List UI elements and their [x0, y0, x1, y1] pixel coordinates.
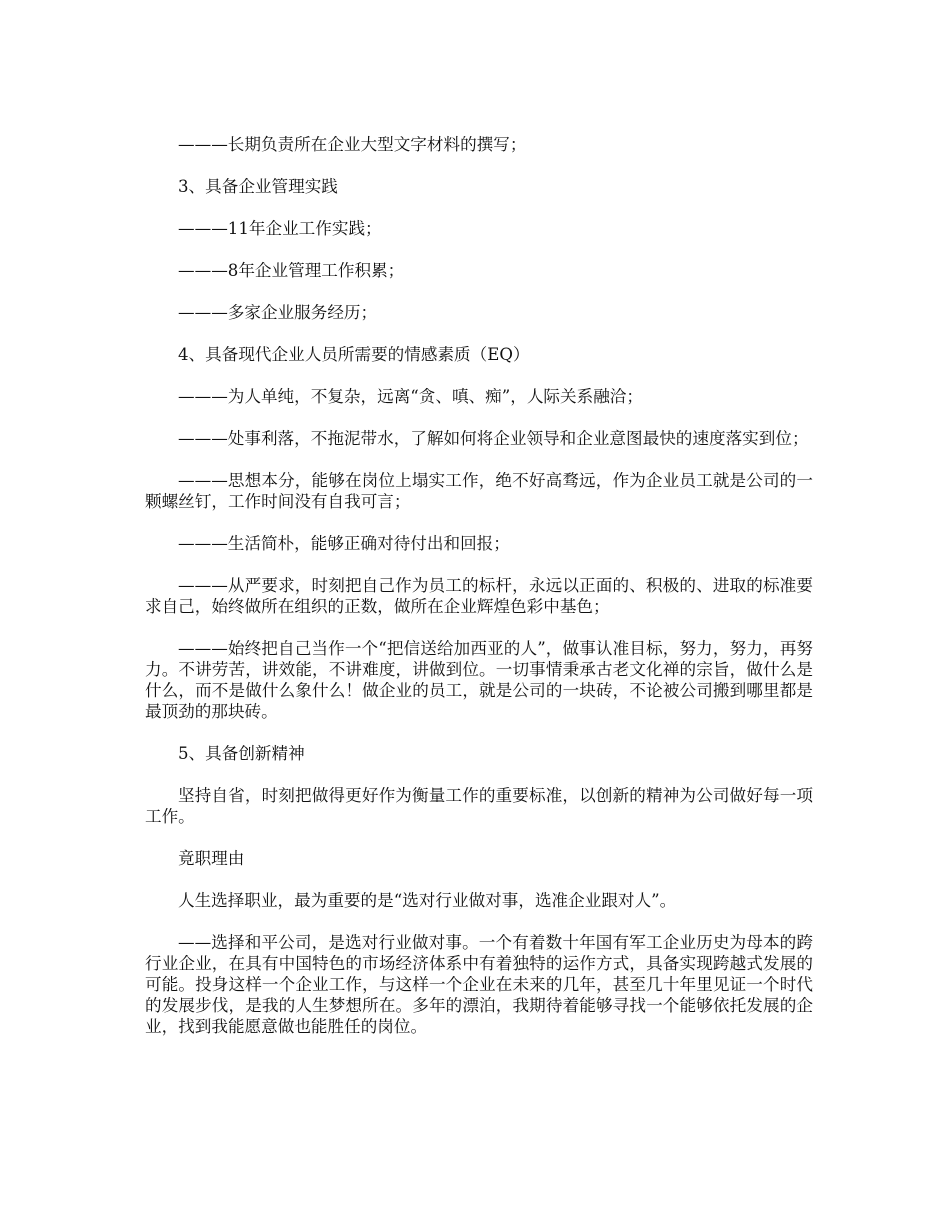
document-body — [145, 134, 813, 1058]
paragraph: ———多家企业服务经历； — [178, 303, 378, 322]
paragraph: ———8年企业管理工作积累； — [178, 261, 405, 280]
paragraph: ———长期负责所在企业大型文字材料的撰写； — [178, 135, 527, 154]
section-heading: 3、具备企业管理实践 — [178, 177, 338, 196]
section-heading: 4、具备现代企业人员所需要的情感素质（EQ） — [178, 345, 530, 364]
paragraph: ———11年企业工作实践； — [178, 219, 382, 238]
section-heading: 5、具备创新精神 — [178, 744, 305, 763]
paragraph: 坚持自省，时刻把做得更好作为衡量工作的重要标准，以创新的精神为公司做好每一项工作。 — [145, 786, 813, 826]
paragraph: ———始终把自己当作一个“把信送给加西亚的人”，做事认准目标，努力，努力，再努力。不讲劳苦，讲效能，不讲难度，讲做到位。一切事情秉承古老文化禅的宗旨，做什么是什么，而不是做什么象什么！做企业的员工，就是公司的一块砖，不论被公司搬到哪里都是最顶劲的那块砖。 — [145, 639, 813, 721]
paragraph: ——选择和平公司，是选对行业做对事。一个有着数十年国有军工企业历史为母本的跨行业企业，在具有中国特色的市场经济体系中有着独特的运作方式，具备实现跨越式发展的可能。投身这样一个企业工作，与这样一个企业在未来的几年，甚至几十年里见证一个时代的发展步伐，是我的人生梦想所在。多年的漂泊，我期待着能够寻找一个能够依托发展的企业，找到我能愿意做也能胜任的岗位。 — [145, 933, 813, 1036]
paragraph: ———处事利落，不拖泥带水，了解如何将企业领导和企业意图最快的速度落实到位； — [178, 429, 809, 448]
paragraph: ———生活简朴，能够正确对待付出和回报； — [178, 534, 510, 553]
paragraph: 人生选择职业，最为重要的是“选对行业做对事，选准企业跟对人”。 — [178, 891, 677, 910]
paragraph: ———为人单纯，不复杂，远离“贪、嗔、痴”，人际关系融洽； — [178, 387, 643, 406]
paragraph: ———从严要求，时刻把自己作为员工的标杆，永远以正面的、积极的、进取的标准要求自己，始终做所在组织的正数，做所在企业辉煌色彩中基色； — [145, 576, 813, 616]
section-heading: 竟职理由 — [178, 849, 245, 868]
paragraph: ———思想本分，能够在岗位上塌实工作，绝不好高骛远，作为企业员工就是公司的一颗螺丝钉，工作时间没有自我可言； — [145, 471, 813, 511]
